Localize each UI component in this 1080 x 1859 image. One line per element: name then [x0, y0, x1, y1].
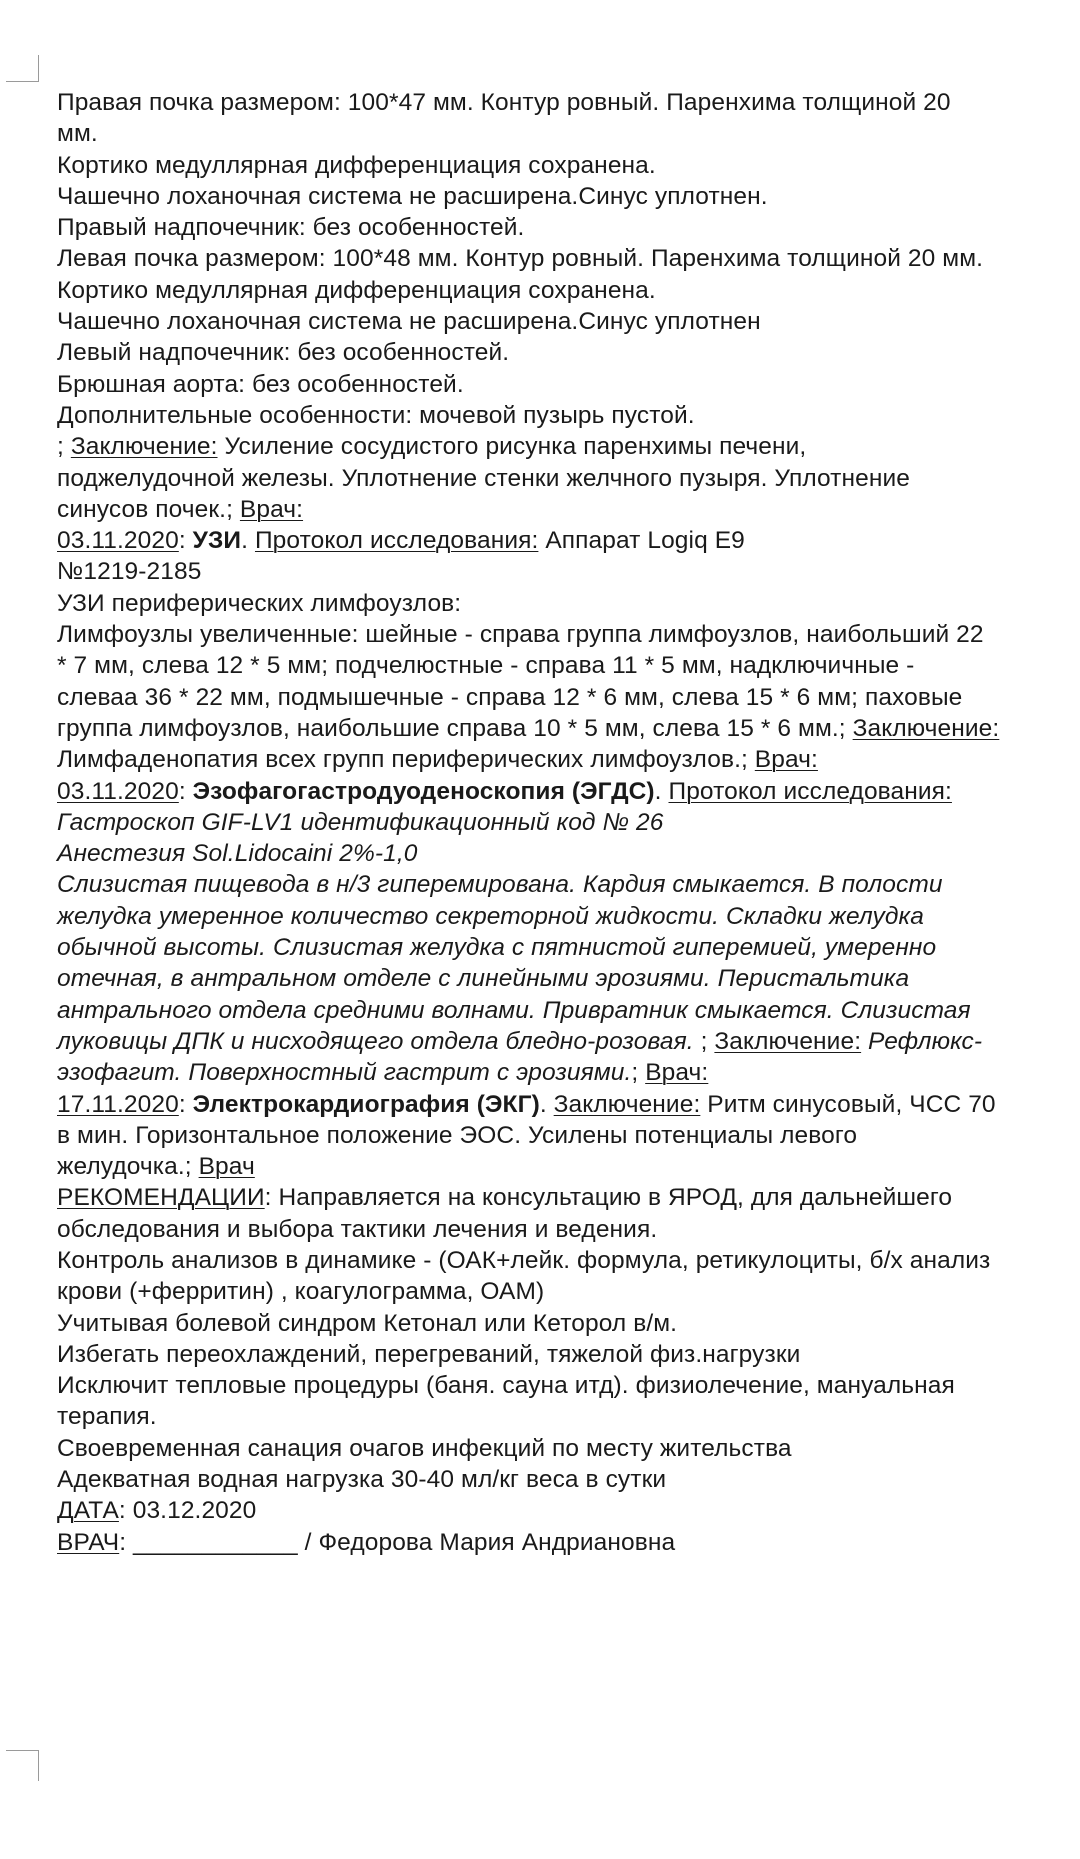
- text-line: [57, 494, 1080, 525]
- bold-heading: Электрокардиография (ЭКГ): [192, 1090, 540, 1118]
- text-run: Брюшная аорта: без особенностей.: [57, 370, 464, 398]
- text-run: Лимфаденопатия всех групп периферических лимфоузлов.;: [57, 746, 755, 774]
- underlined-label: РЕКОМЕНДАЦИИ: [57, 1184, 265, 1212]
- underlined-label: Заключение:: [852, 714, 1000, 742]
- text-line: [57, 212, 1080, 243]
- text-run: №1219-2185: [57, 558, 202, 586]
- text-run: Чашечно лоханочная система не расширена.Синус уплотнен.: [57, 182, 768, 210]
- text-run: Левый надпочечник: без особенностей.: [57, 339, 510, 367]
- text-line: [57, 1089, 1080, 1120]
- text-line: [57, 1370, 1080, 1401]
- text-line: [57, 1151, 1080, 1182]
- underlined-label: Врач: [198, 1153, 255, 1181]
- italic-text: обычной высоты. Слизистая желудка с пятнистой гиперемией, умеренно: [57, 934, 937, 962]
- text-line: [57, 1026, 1080, 1057]
- text-line: [57, 1495, 1080, 1526]
- text-run: Контроль анализов в динамике - (ОАК+лейк. формула, ретикулоциты, б/х анализ: [57, 1246, 991, 1274]
- underlined-label: Заключение:: [70, 433, 218, 461]
- text-run: .: [539, 1090, 554, 1118]
- text-run: Кортико медуллярная дифференциация сохранена.: [57, 151, 656, 179]
- text-line: [57, 682, 1080, 713]
- text-run: Аппарат Logiq E9: [538, 527, 745, 555]
- underlined-label: Врач:: [754, 746, 818, 774]
- text-run: * 7 мм, слева 12 * 5 мм; подчелюстные - справа 11 * 5 мм, надключичные -: [57, 652, 915, 680]
- bold-heading: Эзофагогастродуоденоскопия (ЭГДС): [192, 777, 655, 805]
- italic-text: Слизистая пищевода в н/3 гиперемирована. Кардия смыкается. В полости: [57, 871, 943, 899]
- text-line: [57, 337, 1080, 368]
- text-line: [57, 650, 1080, 681]
- underlined-label: 17.11.2020: [57, 1090, 179, 1118]
- text-run: желудочка.;: [57, 1153, 199, 1181]
- text-line: [57, 1401, 1080, 1432]
- text-run: Правый надпочечник: без особенностей.: [57, 214, 525, 242]
- text-run: в мин. Горизонтальное положение ЭОС. Усилены потенциалы левого: [57, 1121, 858, 1149]
- text-line: [57, 1245, 1080, 1276]
- text-line: [57, 995, 1080, 1026]
- italic-text: Анестезия Sol.Lidocaini 2%-1,0: [57, 840, 418, 868]
- text-line: [57, 463, 1080, 494]
- text-line: [57, 87, 1080, 118]
- underlined-label: Протокол исследования:: [668, 777, 952, 805]
- text-line: [57, 1214, 1080, 1245]
- text-line: [57, 838, 1080, 869]
- text-run: [861, 1028, 868, 1055]
- text-run: .: [241, 527, 255, 555]
- underlined-label: Заключение:: [553, 1090, 701, 1118]
- underlined-label: ДАТА: [57, 1497, 119, 1525]
- text-line: [57, 118, 1080, 149]
- page-corner-top-marker: [6, 55, 39, 82]
- text-run: : Направляется на консультацию в ЯРОД, для дальнейшего: [264, 1184, 953, 1212]
- text-line: [57, 1276, 1080, 1307]
- text-run: Исключит тепловые процедуры (баня. сауна итд). физиолечение, мануальная: [57, 1372, 955, 1400]
- text-run: Чашечно лоханочная система не расширена.Синус уплотнен: [57, 308, 761, 336]
- text-line: [57, 1120, 1080, 1151]
- text-run: УЗИ периферических лимфоузлов:: [57, 589, 462, 617]
- text-run: Ритм синусовый, ЧСС 70: [700, 1090, 996, 1118]
- underlined-label: 03.11.2020: [57, 777, 179, 805]
- text-run: обследования и выбора тактики лечения и ведения.: [57, 1215, 658, 1243]
- italic-text: луковицы ДПК и нисходящего отдела бледно-розовая.: [57, 1027, 694, 1055]
- text-run: ;: [57, 433, 71, 461]
- text-run: : 03.12.2020: [118, 1497, 257, 1525]
- text-line: [57, 369, 1080, 400]
- text-line: [57, 807, 1080, 838]
- text-line: [57, 869, 1080, 900]
- text-run: Левая почка размером: 100*48 мм. Контур ровный. Паренхима толщиной 20 мм.: [57, 245, 984, 273]
- text-run: синусов почек.;: [57, 495, 240, 523]
- text-line: [57, 431, 1080, 462]
- text-line: [57, 619, 1080, 650]
- text-run: :: [178, 777, 193, 805]
- italic-text: антрального отдела средними волнами. Привратник смыкается. Слизистая: [57, 996, 971, 1024]
- text-line: [57, 556, 1080, 587]
- text-line: [57, 713, 1080, 744]
- text-run: ;: [631, 1059, 646, 1087]
- text-line: [57, 306, 1080, 337]
- text-line: [57, 963, 1080, 994]
- underlined-label: Врач:: [645, 1059, 709, 1087]
- underlined-label: ВРАЧ: [57, 1528, 120, 1556]
- page-corner-bottom-marker: [6, 1750, 39, 1781]
- underlined-label: Врач:: [239, 495, 304, 523]
- underlined-label: 03.11.2020: [57, 527, 179, 555]
- italic-text: желудка умеренное количество секреторной жидкости. Складки желудка: [57, 902, 924, 930]
- text-run: .: [654, 777, 669, 805]
- text-line: [57, 588, 1080, 619]
- text-line: [57, 1527, 1080, 1558]
- text-run: Лимфоузлы увеличенные: шейные - справа группа лимфоузлов, наибольший 22: [57, 621, 984, 649]
- text-line: [57, 181, 1080, 212]
- text-run: Своевременная санация очагов инфекций по месту жительства: [57, 1434, 792, 1462]
- text-run: :: [178, 527, 193, 555]
- text-line: [57, 150, 1080, 181]
- text-run: Избегать переохлаждений, перегреваний, тяжелой физ.нагрузки: [57, 1340, 801, 1368]
- text-line: [57, 776, 1080, 807]
- text-run: Кортико медуллярная дифференциация сохранена.: [57, 276, 656, 304]
- bold-heading: УЗИ: [192, 527, 242, 555]
- text-line: [57, 744, 1080, 775]
- document-text: [57, 87, 1080, 1558]
- text-line: [57, 1182, 1080, 1213]
- text-run: Усиление сосудистого рисунка паренхимы печени,: [217, 433, 807, 461]
- text-line: [57, 1308, 1080, 1339]
- text-run: Дополнительные особенности: мочевой пузырь пустой.: [57, 401, 695, 429]
- italic-text: эзофагит. Поверхностный гастрит с эрозиями.: [57, 1059, 632, 1087]
- text-line: [57, 525, 1080, 556]
- text-line: [57, 275, 1080, 306]
- text-run: крови (+ферритин) , коагулограмма, ОАМ): [57, 1278, 545, 1306]
- text-line: [57, 400, 1080, 431]
- italic-text: Гастроскоп GIF-LV1 идентификационный код № 26: [57, 808, 664, 836]
- text-line: [57, 901, 1080, 932]
- text-run: Правая почка размером: 100*47 мм. Контур ровный. Паренхима толщиной 20: [57, 89, 951, 116]
- text-line: [57, 243, 1080, 274]
- text-run: Учитывая болевой синдром Кетонал или Кеторол в/м.: [57, 1309, 678, 1337]
- italic-text: Рефлюкс-: [868, 1027, 983, 1055]
- text-line: [57, 1464, 1080, 1495]
- text-run: слеваа 36 * 22 мм, подмышечные - справа 12 * 6 мм, слева 15 * 6 мм; паховые: [57, 683, 963, 711]
- underlined-label: Протокол исследования:: [254, 527, 539, 555]
- text-run: : ____________ / Федорова Мария Андриановна: [119, 1528, 676, 1556]
- text-run: Адекватная водная нагрузка 30-40 мл/кг веса в сутки: [57, 1466, 667, 1494]
- text-run: поджелудочной железы. Уплотнение стенки желчного пузыря. Уплотнение: [57, 464, 911, 492]
- text-line: [57, 1339, 1080, 1370]
- underlined-label: Заключение:: [714, 1027, 862, 1055]
- text-run: ;: [693, 1027, 715, 1055]
- text-run: терапия.: [57, 1403, 157, 1431]
- italic-text: отечная, в антральном отделе с линейными эрозиями. Перистальтика: [57, 965, 910, 993]
- text-run: :: [178, 1090, 193, 1118]
- text-line: [57, 932, 1080, 963]
- text-line: [57, 1433, 1080, 1464]
- text-run: группа лимфоузлов, наибольшие справа 10 * 5 мм, слева 15 * 6 мм.;: [57, 714, 853, 742]
- text-run: мм.: [57, 120, 98, 148]
- text-line: [57, 1057, 1080, 1088]
